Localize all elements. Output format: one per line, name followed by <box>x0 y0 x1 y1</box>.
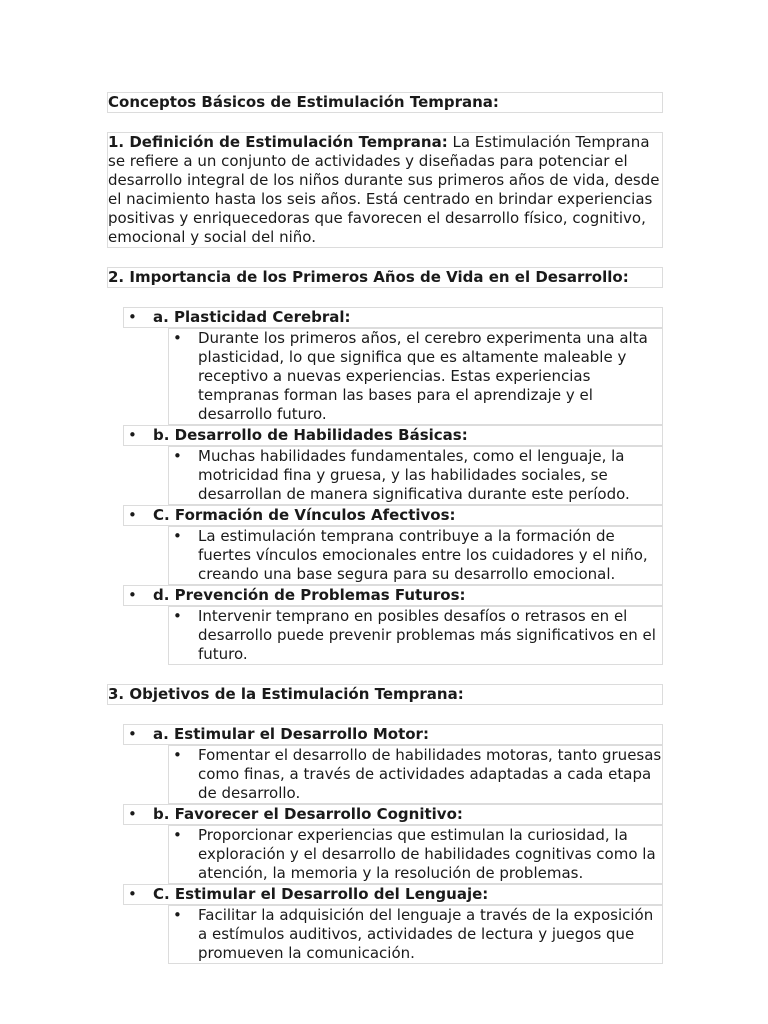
bullet-icon: • <box>128 885 137 903</box>
item-detail: La estimulación temprana contribuye a la formación de fuertes vínculos emocionales entre los cuidadores y el niño, creando una base segura para su desarrollo emocional. <box>198 527 648 583</box>
document-page <box>107 92 663 964</box>
item-label: b. Desarrollo de Habilidades Básicas: <box>153 426 468 444</box>
item-label: a. Plasticidad Cerebral: <box>153 308 351 326</box>
bullet-icon: • <box>173 826 182 844</box>
section-3-item-c <box>123 884 663 905</box>
section-2-item-b-detail <box>168 446 663 505</box>
section-3-item-c-detail <box>168 905 663 964</box>
item-detail: Facilitar la adquisición del lenguaje a través de la exposición a estímulos auditivos, actividades de lectura y juegos que promueven la comunicación. <box>198 906 654 962</box>
section-2-title: 2. Importancia de los Primeros Años de Vida en el Desarrollo: <box>107 267 663 288</box>
section-2-item-c-detail <box>168 526 663 585</box>
section-2-item-a <box>123 307 663 328</box>
section-2-item-d <box>123 585 663 606</box>
item-label: b. Favorecer el Desarrollo Cognitivo: <box>153 805 463 823</box>
section-3-item-b <box>123 804 663 825</box>
section-3-item-b-detail <box>168 825 663 884</box>
section-2-item-d-detail <box>168 606 663 665</box>
bullet-icon: • <box>128 805 137 823</box>
bullet-icon: • <box>128 725 137 743</box>
section-3-item-a <box>123 724 663 745</box>
item-detail: Proporcionar experiencias que estimulan la curiosidad, la exploración y el desarrollo de habilidades cognitivas como la atención, la memoria y la resolución de problemas. <box>198 826 656 882</box>
bullet-icon: • <box>173 329 182 347</box>
item-detail: Muchas habilidades fundamentales, como el lenguaje, la motricidad fina y gruesa, y las habilidades sociales, se desarrollan de manera significativa durante este período. <box>198 447 630 503</box>
item-label: C. Estimular el Desarrollo del Lenguaje: <box>153 885 489 903</box>
section-1-text: La Estimulación Temprana se refiere a un conjunto de actividades y diseñadas para potenciar el desarrollo integral de los niños durante sus primeros años de vida, desde el nacimiento hasta los seis años. Está centrado en brindar experiencias positivas y enriquecedoras que favorecen el desarrollo físico, cognitivo, emocional y social del niño. <box>108 133 660 246</box>
section-2-item-b <box>123 425 663 446</box>
bullet-icon: • <box>128 506 137 524</box>
item-label: C. Formación de Vínculos Afectivos: <box>153 506 456 524</box>
item-label: d. Prevención de Problemas Futuros: <box>153 586 466 604</box>
bullet-icon: • <box>128 586 137 604</box>
bullet-icon: • <box>173 906 182 924</box>
section-3-item-a-detail <box>168 745 663 804</box>
bullet-icon: • <box>173 447 182 465</box>
section-3-title: 3. Objetivos de la Estimulación Temprana: <box>107 684 663 705</box>
document-heading: Conceptos Básicos de Estimulación Temprana: <box>107 92 663 113</box>
item-detail: Fomentar el desarrollo de habilidades motoras, tanto gruesas como finas, a través de actividades adaptadas a cada etapa de desarrollo. <box>198 746 662 802</box>
bullet-icon: • <box>128 308 137 326</box>
item-label: a. Estimular el Desarrollo Motor: <box>153 725 429 743</box>
bullet-icon: • <box>173 607 182 625</box>
section-1-label: 1. Definición de Estimulación Temprana: <box>108 133 448 151</box>
item-detail: Intervenir temprano en posibles desafíos o retrasos en el desarrollo puede prevenir problemas más significativos en el futuro. <box>198 607 656 663</box>
item-detail: Durante los primeros años, el cerebro experimenta una alta plasticidad, lo que significa que es altamente maleable y receptivo a nuevas experiencias. Estas experiencias tempranas forman las bases para el aprendizaje y el desarrollo futuro. <box>198 329 648 423</box>
section-2-item-a-detail <box>168 328 663 425</box>
section-2-item-c <box>123 505 663 526</box>
bullet-icon: • <box>128 426 137 444</box>
bullet-icon: • <box>173 527 182 545</box>
bullet-icon: • <box>173 746 182 764</box>
section-1-paragraph <box>107 132 663 248</box>
